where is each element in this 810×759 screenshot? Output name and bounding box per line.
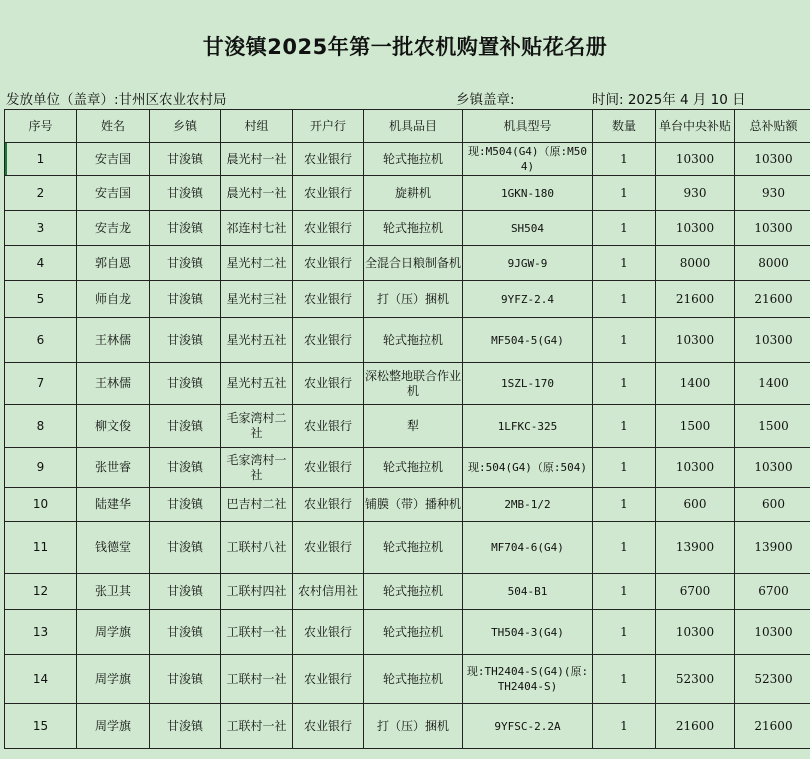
cell-bank[interactable]: 农业银行 bbox=[293, 143, 364, 176]
cell-village[interactable]: 工联村一社 bbox=[221, 655, 293, 704]
cell-town[interactable]: 甘浚镇 bbox=[150, 574, 221, 610]
cell-model[interactable]: 504-B1 bbox=[463, 574, 593, 610]
subsidy-table bbox=[4, 109, 810, 749]
cell-unit-subsidy[interactable]: 13900 bbox=[656, 522, 735, 574]
cell-item[interactable]: 全混合日粮制备机 bbox=[364, 246, 463, 281]
cell-town[interactable]: 甘浚镇 bbox=[150, 488, 221, 522]
table-row bbox=[5, 448, 810, 488]
cell-village[interactable]: 巴吉村二社 bbox=[221, 488, 293, 522]
cell-total-subsidy[interactable]: 600 bbox=[735, 488, 810, 522]
cell-no[interactable]: 4 bbox=[5, 246, 77, 281]
cell-unit-subsidy[interactable]: 600 bbox=[656, 488, 735, 522]
cell-bank[interactable]: 农业银行 bbox=[293, 610, 364, 655]
cell-item[interactable]: 打（压）捆机 bbox=[364, 281, 463, 318]
cell-bank[interactable]: 农业银行 bbox=[293, 405, 364, 448]
cell-name[interactable]: 周学旗 bbox=[77, 655, 150, 704]
cell-total-subsidy[interactable]: 21600 bbox=[735, 704, 810, 749]
cell-qty[interactable]: 1 bbox=[593, 610, 656, 655]
cell-unit-subsidy[interactable]: 10300 bbox=[656, 143, 735, 176]
cell-model[interactable]: 现:TH2404-S(G4)(原:TH2404-S) bbox=[463, 655, 593, 704]
table-row bbox=[5, 211, 810, 246]
cell-model[interactable]: 2MB-1/2 bbox=[463, 488, 593, 522]
table-row bbox=[5, 281, 810, 318]
cell-total-subsidy[interactable]: 930 bbox=[735, 176, 810, 211]
cell-item[interactable]: 轮式拖拉机 bbox=[364, 143, 463, 176]
cell-bank[interactable]: 农业银行 bbox=[293, 704, 364, 749]
cell-name[interactable]: 钱德堂 bbox=[77, 522, 150, 574]
cell-bank[interactable]: 农业银行 bbox=[293, 488, 364, 522]
cell-model[interactable]: 1SZL-170 bbox=[463, 363, 593, 405]
cell-town[interactable]: 甘浚镇 bbox=[150, 522, 221, 574]
cell-village[interactable]: 祁连村七社 bbox=[221, 211, 293, 246]
table-row bbox=[5, 318, 810, 363]
table-row bbox=[5, 176, 810, 211]
cell-bank[interactable]: 农业银行 bbox=[293, 318, 364, 363]
cell-model[interactable]: 1GKN-180 bbox=[463, 176, 593, 211]
cell-total-subsidy[interactable]: 10300 bbox=[735, 610, 810, 655]
cell-no[interactable]: 5 bbox=[5, 281, 77, 318]
cell-name[interactable]: 王林儒 bbox=[77, 363, 150, 405]
cell-name[interactable]: 张卫其 bbox=[77, 574, 150, 610]
table-row bbox=[5, 610, 810, 655]
cell-bank[interactable]: 农业银行 bbox=[293, 522, 364, 574]
cell-qty[interactable]: 1 bbox=[593, 574, 656, 610]
cell-item[interactable]: 铺膜（带）播种机 bbox=[364, 488, 463, 522]
cell-item[interactable]: 轮式拖拉机 bbox=[364, 610, 463, 655]
header-bank[interactable]: 开户行 bbox=[293, 110, 364, 143]
header-unit-subsidy[interactable]: 单台中央补贴 bbox=[656, 110, 735, 143]
cell-model[interactable]: 现:M504(G4)（原:M504) bbox=[463, 143, 593, 176]
table-row bbox=[5, 488, 810, 522]
cell-model[interactable]: SH504 bbox=[463, 211, 593, 246]
cell-item[interactable]: 深松整地联合作业机 bbox=[364, 363, 463, 405]
cell-total-subsidy[interactable]: 21600 bbox=[735, 281, 810, 318]
cell-qty[interactable]: 1 bbox=[593, 448, 656, 488]
header-model[interactable]: 机具型号 bbox=[463, 110, 593, 143]
date-label: 时间: 2025年 4 月 10 日 bbox=[592, 92, 746, 108]
cell-no[interactable]: 9 bbox=[5, 448, 77, 488]
cell-bank[interactable]: 农业银行 bbox=[293, 655, 364, 704]
cell-village[interactable]: 工联村一社 bbox=[221, 704, 293, 749]
cell-model[interactable]: 1LFKC-325 bbox=[463, 405, 593, 448]
cell-town[interactable]: 甘浚镇 bbox=[150, 655, 221, 704]
cell-total-subsidy[interactable]: 10300 bbox=[735, 318, 810, 363]
cell-bank[interactable]: 农业银行 bbox=[293, 176, 364, 211]
cell-total-subsidy[interactable]: 1400 bbox=[735, 363, 810, 405]
cell-town[interactable]: 甘浚镇 bbox=[150, 363, 221, 405]
cell-name[interactable]: 师自龙 bbox=[77, 281, 150, 318]
cell-model[interactable]: 现:504(G4)（原:504) bbox=[463, 448, 593, 488]
header-item[interactable]: 机具品目 bbox=[364, 110, 463, 143]
cell-unit-subsidy[interactable]: 10300 bbox=[656, 448, 735, 488]
cell-village[interactable]: 星光村五社 bbox=[221, 363, 293, 405]
sheet-title: 甘浚镇2025年第一批农机购置补贴花名册 bbox=[202, 35, 608, 59]
cell-town[interactable]: 甘浚镇 bbox=[150, 704, 221, 749]
cell-bank[interactable]: 农业银行 bbox=[293, 211, 364, 246]
cell-town[interactable]: 甘浚镇 bbox=[150, 448, 221, 488]
cell-unit-subsidy[interactable]: 6700 bbox=[656, 574, 735, 610]
cell-model[interactable]: 9YFZ-2.4 bbox=[463, 281, 593, 318]
cell-unit-subsidy[interactable]: 10300 bbox=[656, 610, 735, 655]
header-village[interactable]: 村组 bbox=[221, 110, 293, 143]
cell-qty[interactable]: 1 bbox=[593, 704, 656, 749]
cell-name[interactable]: 安吉龙 bbox=[77, 211, 150, 246]
cell-qty[interactable]: 1 bbox=[593, 211, 656, 246]
cell-item[interactable]: 旋耕机 bbox=[364, 176, 463, 211]
cell-total-subsidy[interactable]: 10300 bbox=[735, 211, 810, 246]
cell-name[interactable]: 陆建华 bbox=[77, 488, 150, 522]
cell-model[interactable]: MF504-5(G4) bbox=[463, 318, 593, 363]
table-row bbox=[5, 522, 810, 574]
cell-town[interactable]: 甘浚镇 bbox=[150, 610, 221, 655]
cell-village[interactable]: 晨光村一社 bbox=[221, 176, 293, 211]
cell-model[interactable]: MF704-6(G4) bbox=[463, 522, 593, 574]
cell-town[interactable]: 甘浚镇 bbox=[150, 281, 221, 318]
cell-unit-subsidy[interactable]: 1400 bbox=[656, 363, 735, 405]
cell-name[interactable]: 张世睿 bbox=[77, 448, 150, 488]
cell-item[interactable]: 轮式拖拉机 bbox=[364, 318, 463, 363]
cell-item[interactable]: 轮式拖拉机 bbox=[364, 522, 463, 574]
cell-name[interactable]: 王林儒 bbox=[77, 318, 150, 363]
cell-village[interactable]: 星光村五社 bbox=[221, 318, 293, 363]
cell-unit-subsidy[interactable]: 21600 bbox=[656, 281, 735, 318]
cell-village[interactable]: 晨光村一社 bbox=[221, 143, 293, 176]
cell-unit-subsidy[interactable]: 8000 bbox=[656, 246, 735, 281]
cell-item[interactable]: 轮式拖拉机 bbox=[364, 574, 463, 610]
cell-qty[interactable]: 1 bbox=[593, 405, 656, 448]
cell-qty[interactable]: 1 bbox=[593, 176, 656, 211]
table-row bbox=[5, 574, 810, 610]
cell-item[interactable]: 轮式拖拉机 bbox=[364, 655, 463, 704]
cell-name[interactable]: 郭自恩 bbox=[77, 246, 150, 281]
cell-town[interactable]: 甘浚镇 bbox=[150, 318, 221, 363]
cell-item[interactable]: 轮式拖拉机 bbox=[364, 448, 463, 488]
cell-no[interactable]: 8 bbox=[5, 405, 77, 448]
cell-total-subsidy[interactable]: 13900 bbox=[735, 522, 810, 574]
cell-town[interactable]: 甘浚镇 bbox=[150, 211, 221, 246]
cell-qty[interactable]: 1 bbox=[593, 522, 656, 574]
cell-qty[interactable]: 1 bbox=[593, 281, 656, 318]
cell-village[interactable]: 工联村八社 bbox=[221, 522, 293, 574]
cell-item[interactable]: 犁 bbox=[364, 405, 463, 448]
cell-item[interactable]: 打（压）捆机 bbox=[364, 704, 463, 749]
table-row bbox=[5, 704, 810, 749]
header-row bbox=[5, 110, 810, 143]
cell-model[interactable]: 9JGW-9 bbox=[463, 246, 593, 281]
cell-name[interactable]: 安吉国 bbox=[77, 143, 150, 176]
cell-town[interactable]: 甘浚镇 bbox=[150, 143, 221, 176]
cell-no[interactable]: 12 bbox=[5, 574, 77, 610]
cell-qty[interactable]: 1 bbox=[593, 246, 656, 281]
cell-name[interactable]: 柳文俊 bbox=[77, 405, 150, 448]
cell-bank[interactable]: 农业银行 bbox=[293, 448, 364, 488]
cell-bank[interactable]: 农村信用社 bbox=[293, 574, 364, 610]
table-row bbox=[5, 143, 810, 176]
issuer-label: 发放单位（盖章）:甘州区农业农村局 bbox=[6, 92, 227, 108]
cell-town[interactable]: 甘浚镇 bbox=[150, 246, 221, 281]
header-town[interactable]: 乡镇 bbox=[150, 110, 221, 143]
cell-model[interactable]: TH504-3(G4) bbox=[463, 610, 593, 655]
cell-town[interactable]: 甘浚镇 bbox=[150, 405, 221, 448]
cell-village[interactable]: 毛家湾村二社 bbox=[221, 405, 293, 448]
cell-model[interactable]: 9YFSC-2.2A bbox=[463, 704, 593, 749]
cell-qty[interactable]: 1 bbox=[593, 655, 656, 704]
cell-no[interactable]: 11 bbox=[5, 522, 77, 574]
cell-village[interactable]: 星光村二社 bbox=[221, 246, 293, 281]
cell-no[interactable]: 14 bbox=[5, 655, 77, 704]
cell-unit-subsidy[interactable]: 21600 bbox=[656, 704, 735, 749]
cell-no[interactable]: 6 bbox=[5, 318, 77, 363]
cell-total-subsidy[interactable]: 10300 bbox=[735, 448, 810, 488]
cell-total-subsidy[interactable]: 52300 bbox=[735, 655, 810, 704]
cell-name[interactable]: 安吉国 bbox=[77, 176, 150, 211]
cell-village[interactable]: 星光村三社 bbox=[221, 281, 293, 318]
cell-no[interactable]: 10 bbox=[5, 488, 77, 522]
cell-name[interactable]: 周学旗 bbox=[77, 704, 150, 749]
cell-total-subsidy[interactable]: 10300 bbox=[735, 143, 810, 176]
cell-qty[interactable]: 1 bbox=[593, 363, 656, 405]
cell-village[interactable]: 毛家湾村一社 bbox=[221, 448, 293, 488]
cell-village[interactable]: 工联村四社 bbox=[221, 574, 293, 610]
cell-qty[interactable]: 1 bbox=[593, 143, 656, 176]
cell-total-subsidy[interactable]: 8000 bbox=[735, 246, 810, 281]
cell-unit-subsidy[interactable]: 52300 bbox=[656, 655, 735, 704]
cell-unit-subsidy[interactable]: 10300 bbox=[656, 318, 735, 363]
header-no[interactable]: 序号 bbox=[5, 110, 77, 143]
cell-no[interactable]: 2 bbox=[5, 176, 77, 211]
cell-name[interactable]: 周学旗 bbox=[77, 610, 150, 655]
table-row bbox=[5, 246, 810, 281]
cell-qty[interactable]: 1 bbox=[593, 318, 656, 363]
cell-unit-subsidy[interactable]: 1500 bbox=[656, 405, 735, 448]
cell-qty[interactable]: 1 bbox=[593, 488, 656, 522]
header-total-subsidy[interactable]: 总补贴额 bbox=[735, 110, 810, 143]
cell-no[interactable]: 1 bbox=[5, 143, 77, 176]
cell-no[interactable]: 13 bbox=[5, 610, 77, 655]
cell-bank[interactable]: 农业银行 bbox=[293, 246, 364, 281]
table-row bbox=[5, 405, 810, 448]
header-qty[interactable]: 数量 bbox=[593, 110, 656, 143]
cell-total-subsidy[interactable]: 1500 bbox=[735, 405, 810, 448]
cell-no[interactable]: 3 bbox=[5, 211, 77, 246]
cell-total-subsidy[interactable]: 6700 bbox=[735, 574, 810, 610]
table-row bbox=[5, 363, 810, 405]
cell-bank[interactable]: 农业银行 bbox=[293, 363, 364, 405]
cell-item[interactable]: 轮式拖拉机 bbox=[364, 211, 463, 246]
cell-no[interactable]: 15 bbox=[5, 704, 77, 749]
town-seal-label: 乡镇盖章: bbox=[456, 92, 515, 108]
cell-village[interactable]: 工联村一社 bbox=[221, 610, 293, 655]
cell-unit-subsidy[interactable]: 930 bbox=[656, 176, 735, 211]
header-name[interactable]: 姓名 bbox=[77, 110, 150, 143]
cell-unit-subsidy[interactable]: 10300 bbox=[656, 211, 735, 246]
table-row bbox=[5, 655, 810, 704]
cell-no[interactable]: 7 bbox=[5, 363, 77, 405]
cell-bank[interactable]: 农业银行 bbox=[293, 281, 364, 318]
cell-town[interactable]: 甘浚镇 bbox=[150, 176, 221, 211]
